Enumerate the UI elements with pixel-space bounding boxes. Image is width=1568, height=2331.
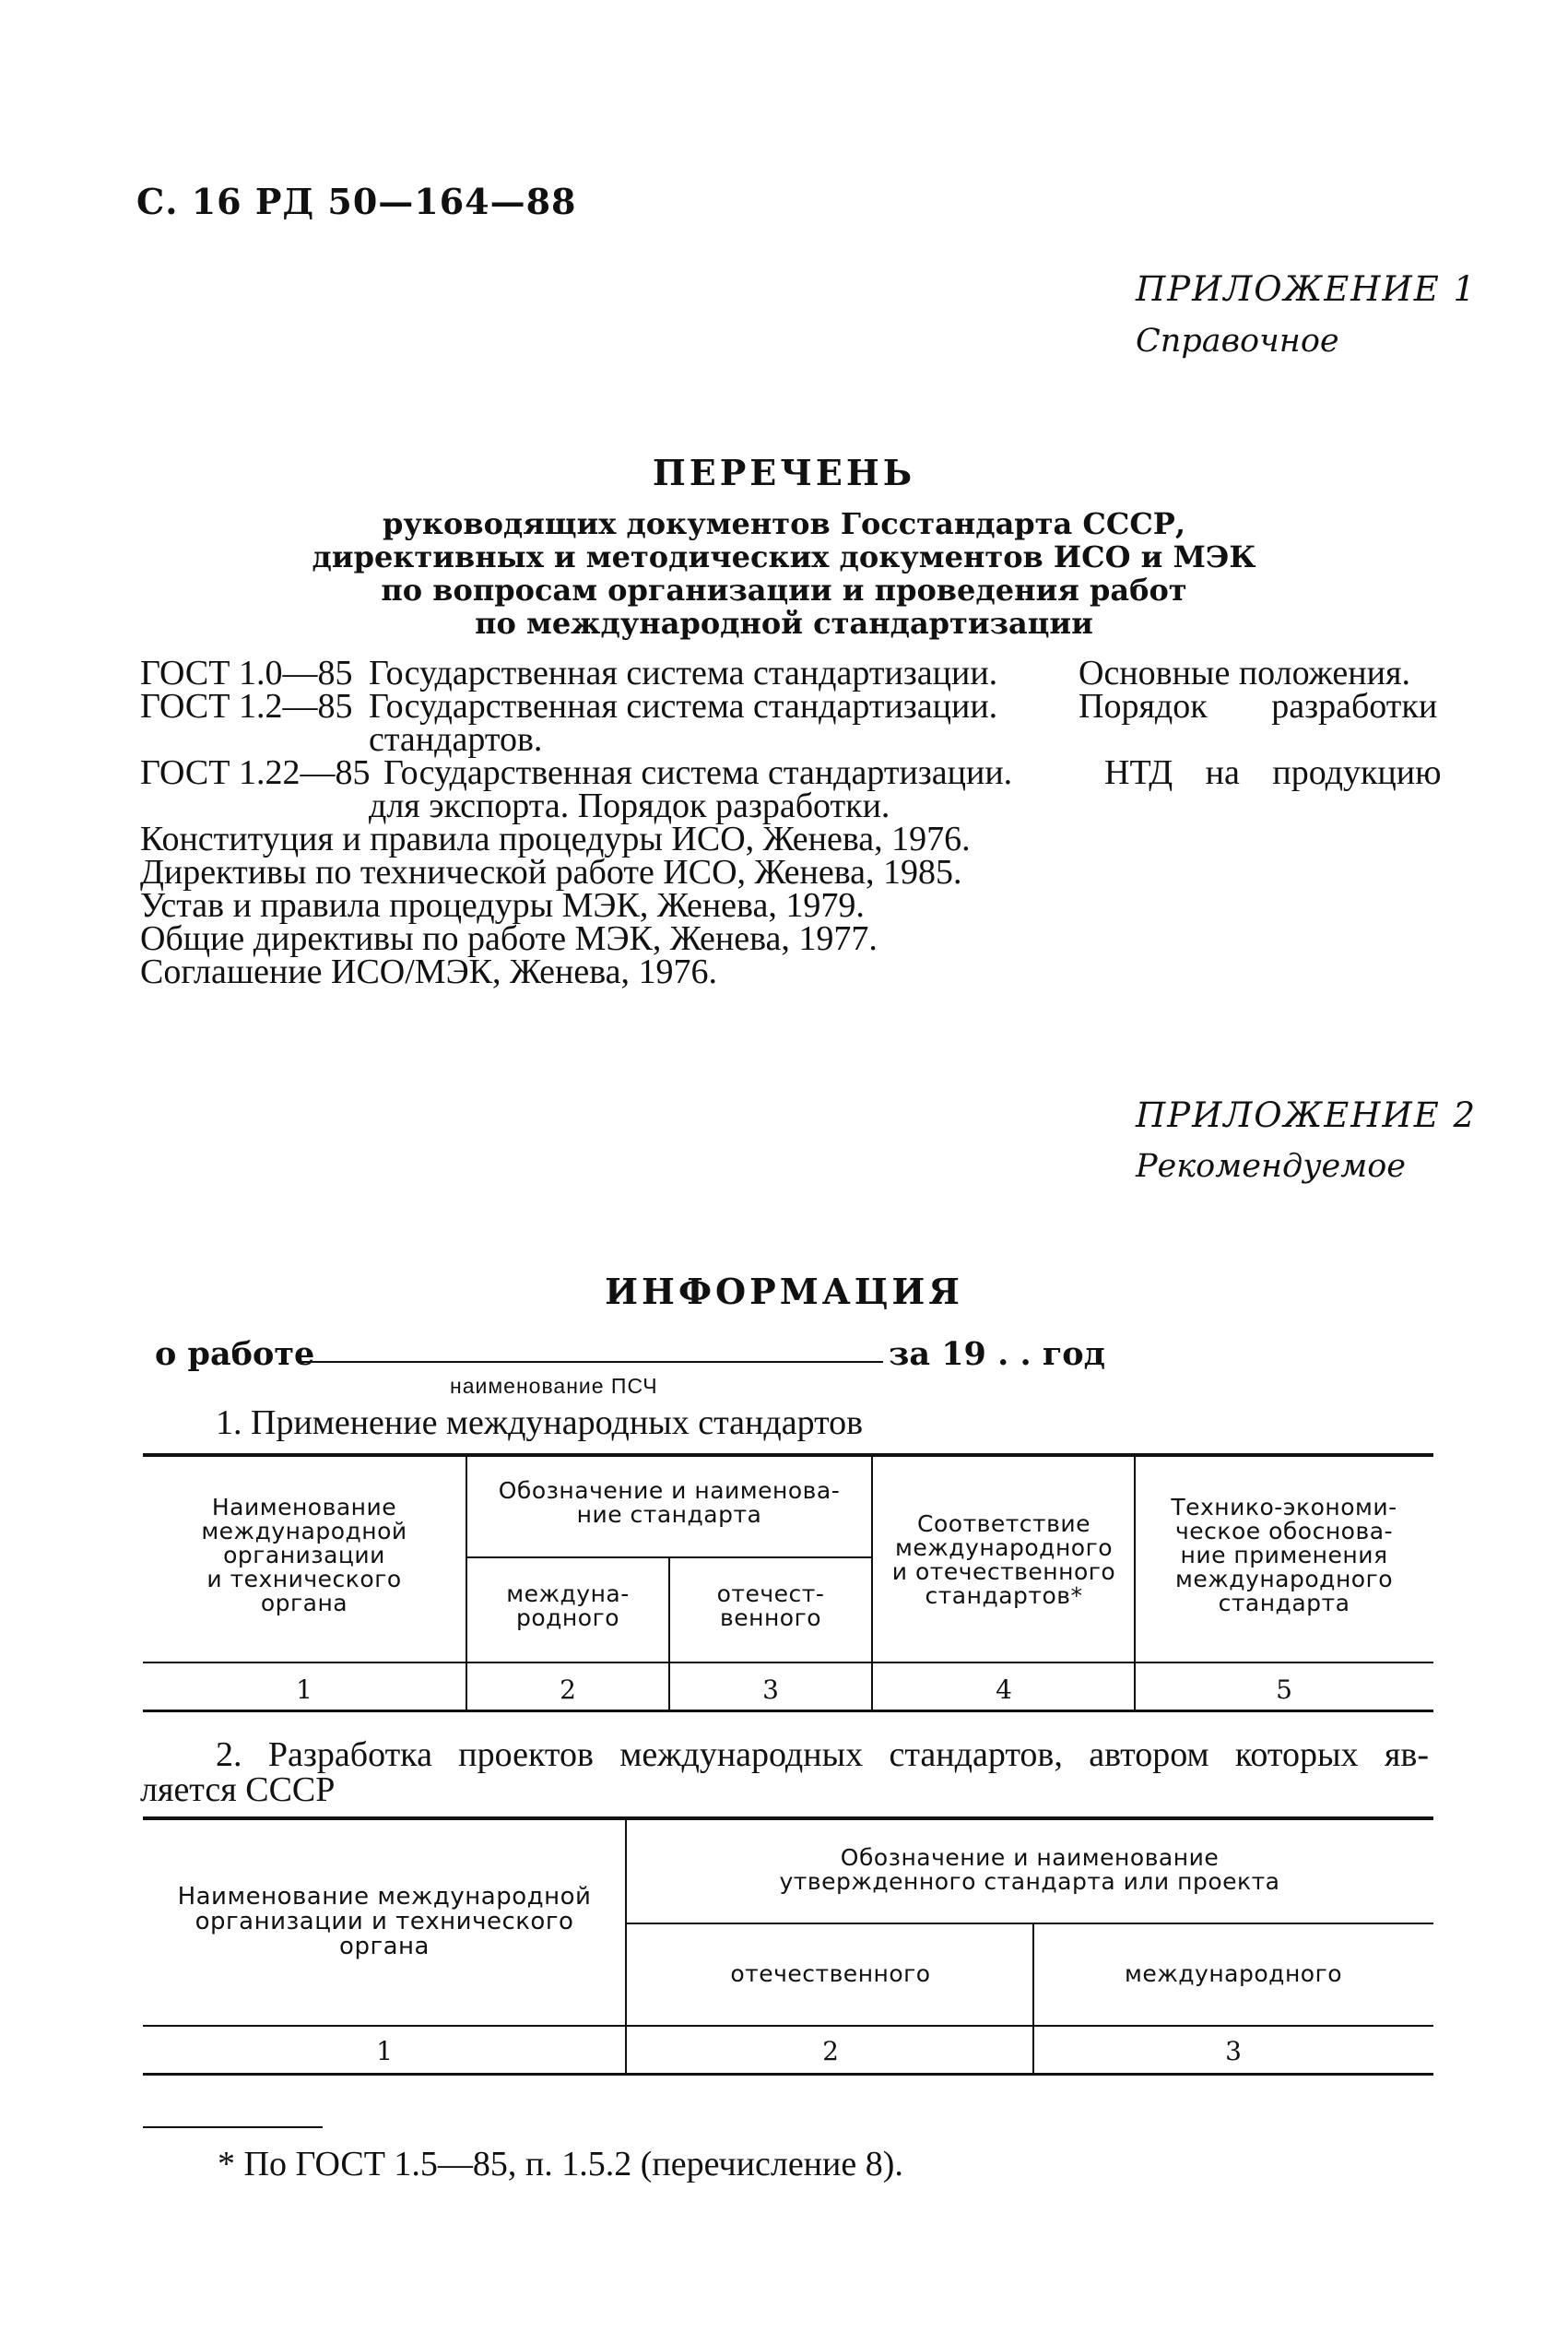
header-text: Технико-экономи- <box>1171 1494 1397 1520</box>
header-text: органа <box>339 1933 430 1960</box>
table-2-group-rule <box>627 1923 1433 1924</box>
list-item-text: Общие директивы по работе МЭК, Женева, 1977. <box>140 919 878 958</box>
gost-code: ГОСТ 1.0—85 <box>140 654 353 692</box>
info-prefix: о работе <box>155 1335 315 1373</box>
header-text: стандарта <box>1218 1590 1350 1616</box>
gost-code: ГОСТ 1.2—85 <box>140 687 353 726</box>
header-text: родного <box>515 1604 620 1631</box>
header-text: междуна- <box>506 1580 630 1607</box>
header-text: венного <box>719 1604 822 1631</box>
appendix-2-type: Рекомендуемое <box>1136 1148 1407 1185</box>
header-text: международной <box>201 1518 407 1544</box>
table-2-col2b-header: международного <box>1124 1960 1343 1987</box>
header-text: Наименование <box>211 1494 397 1520</box>
gost-title-cont: для экспорта. Порядок разработки. <box>369 787 890 825</box>
header-text: международного <box>1174 1566 1394 1592</box>
blank-caption: наименование ПСЧ <box>450 1374 658 1398</box>
header-text: Соответствие <box>917 1510 1091 1537</box>
table-2-col2-group-header <box>631 1846 1429 1894</box>
table-2-bottom-rule <box>143 2073 1433 2076</box>
gost-title-end: Основные положения. <box>1079 654 1410 692</box>
section-2-heading-line-2: ляется СССР <box>140 1770 336 1809</box>
subtitle-line: по вопросам организации и проведения работ <box>381 573 1187 608</box>
appendix-1-label: ПРИЛОЖЕНИЕ 1 <box>1136 269 1478 309</box>
header-text: стандартов* <box>925 1582 1083 1609</box>
table-2-divider <box>1032 1924 1034 2075</box>
list-title: ПЕРЕЧЕНЬ <box>652 452 916 493</box>
column-number: 1 <box>296 1674 312 1705</box>
column-number: 4 <box>996 1674 1012 1705</box>
gost-code: ГОСТ 1.22—85 <box>140 753 371 792</box>
column-number: 2 <box>822 2036 839 2066</box>
info-suffix: за 19 . . год <box>889 1335 1105 1373</box>
column-number: 2 <box>560 1674 576 1705</box>
header-text: отечест- <box>716 1580 825 1607</box>
gost-title-cont: стандартов. <box>369 720 543 759</box>
table-2-col1-header <box>147 1885 621 1959</box>
header-text: организации и технического <box>195 1908 574 1935</box>
list-item-text: Директивы по технической работе ИСО, Женева, 1985. <box>140 853 962 892</box>
header-text: Обозначение и наименование <box>840 1844 1220 1871</box>
table-2-header-rule <box>143 2025 1433 2027</box>
gost-title-end: Порядок разработки <box>1079 687 1438 726</box>
table-2-col2a-header: отечественного <box>730 1960 931 1987</box>
appendix-2-label: ПРИЛОЖЕНИЕ 2 <box>1136 1095 1478 1135</box>
gost-title: Государственная система стандартизации. <box>369 687 998 726</box>
subtitle-line: директивных и методических документов ИСО и МЭК <box>312 539 1256 574</box>
table-2-top-rule <box>143 1816 1433 1820</box>
section-2-heading-line-1: 2. Разработка проектов международных стандартов, автором которых яв- <box>216 1735 1429 1774</box>
header-text: международного <box>894 1534 1114 1561</box>
gost-title: Государственная система стандартизации. <box>369 654 998 692</box>
header-text: Наименование международной <box>177 1883 592 1911</box>
list-item-text: Конституция и правила процедуры ИСО, Женева, 1976. <box>140 820 971 858</box>
info-title: ИНФОРМАЦИЯ <box>605 1271 963 1312</box>
subtitle-line: руководящих документов Госстандарта СССР, <box>383 506 1185 541</box>
gost-title-end: НТД на продукцию <box>1104 753 1442 792</box>
column-number: 3 <box>1225 2036 1242 2066</box>
section-1-heading: 1. Применение международных стандартов <box>216 1403 864 1442</box>
header-text: утвержденного стандарта или проекта <box>779 1868 1280 1895</box>
footnote-rule <box>143 2126 323 2128</box>
header-text: Обозначение и наименова- <box>498 1477 841 1504</box>
subtitle-line: по международной стандартизации <box>475 606 1093 641</box>
header-text: ние стандарта <box>576 1501 762 1528</box>
column-number: 5 <box>1276 1674 1292 1705</box>
header-text: организации <box>223 1542 385 1568</box>
header-text: и технического <box>206 1566 402 1592</box>
table-2-divider <box>625 1818 627 2075</box>
appendix-1-type: Справочное <box>1136 323 1339 360</box>
header-text: ние применения <box>1180 1542 1388 1568</box>
header-text: органа <box>260 1590 348 1616</box>
column-number: 1 <box>376 2036 393 2066</box>
page-header: С. 16 РД 50—164—88 <box>136 181 577 222</box>
header-text: ческое обоснова- <box>1174 1518 1394 1544</box>
gost-title: Государственная система стандартизации. <box>383 753 1013 792</box>
list-item-text: Соглашение ИСО/МЭК, Женева, 1976. <box>140 953 717 991</box>
list-item-text: Устав и правила процедуры МЭК, Женева, 1979. <box>140 886 865 925</box>
header-text: и отечественного <box>891 1558 1116 1585</box>
column-number: 3 <box>762 1674 779 1705</box>
footnote: * По ГОСТ 1.5—85, п. 1.5.2 (перечисление 8). <box>218 2145 903 2183</box>
